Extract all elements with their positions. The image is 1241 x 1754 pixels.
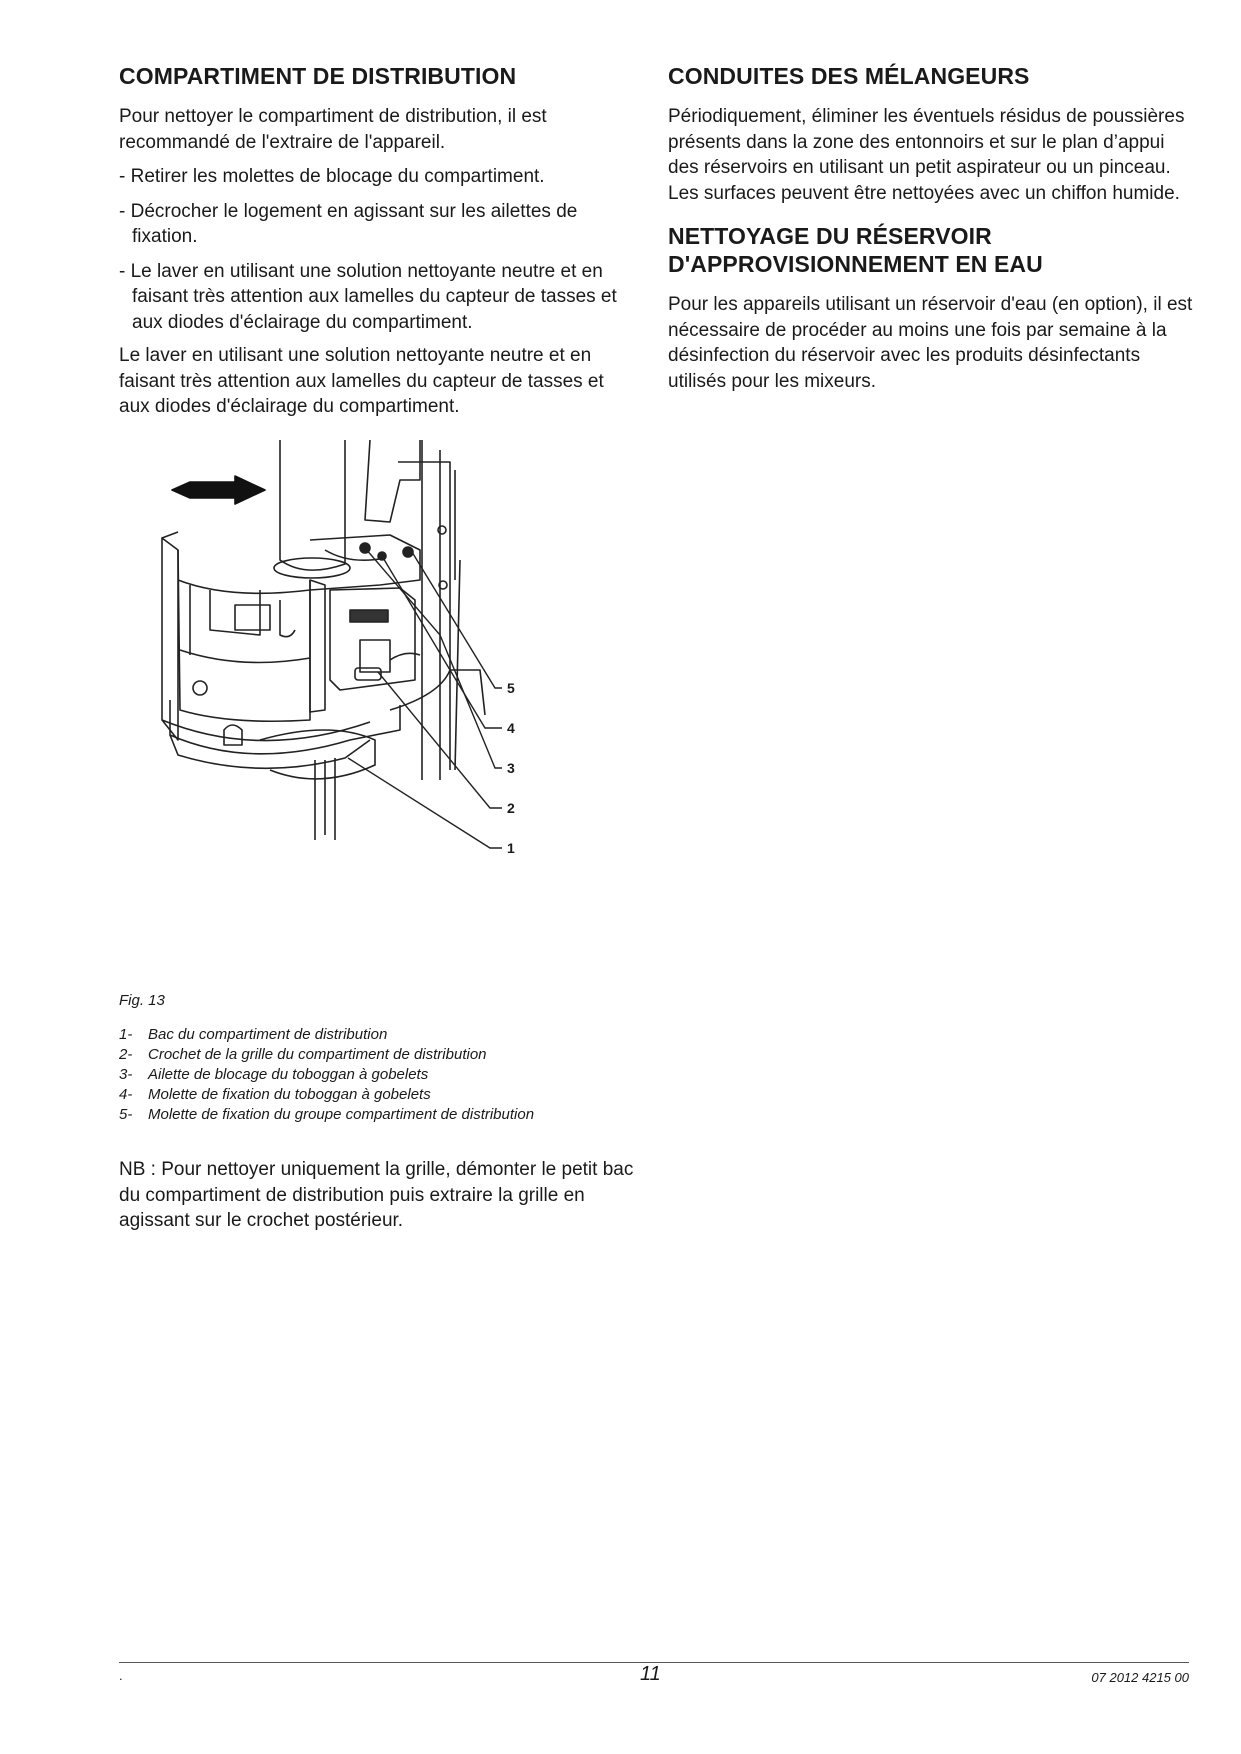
footer-dot: . [119,1668,123,1683]
document-code: 07 2012 4215 00 [1091,1670,1189,1685]
callout-2: 2 [507,800,515,816]
figure-legend [119,1025,719,1125]
right-column [668,62,1198,394]
nb-note: NB : Pour nettoyer uniquement la grille, démonter le petit bac du compartiment de distribution puis extraire la grille en agissant sur le crochet postérieur. [119,1159,634,1231]
figure-label: Fig. 13 [119,992,165,1009]
mixers-paragraph-2: Les surfaces peuvent être nettoyées avec un chiffon humide. [668,182,1180,204]
callout-3: 3 [507,760,515,776]
section-title-distribution: COMPARTIMENT DE DISTRIBUTION [119,63,517,89]
arrow-icon [172,476,265,504]
water-tank-paragraph: Pour les appareils utilisant un réservoir d'eau (en option), il est nécessaire de procéder au moins une fois par semaine à la désinfection du réservoir avec les produits désinfectants utilisés pour les mixeurs. [668,294,1193,392]
legend-item [119,1105,719,1125]
legend-item [119,1025,719,1045]
section-title-water-tank: NETTOYAGE DU RÉSERVOIR D'APPROVISIONNEMENT EN EAU [668,223,1043,277]
bullet-item: - Décrocher le logement en agissant sur les ailettes de fixation. [119,200,578,247]
intro-paragraph: Pour nettoyer le compartiment de distribution, il est recommandé de l'extraire de l'appareil. [119,106,547,153]
legend-num: 4- [119,1086,133,1103]
bullet-item: - Le laver en utilisant une solution nettoyante neutre et en faisant très attention aux lamelles du capteur de tasses et aux diodes d'éclairage du compartiment. [119,260,617,333]
legend-num: 1- [119,1026,133,1043]
page-number: 11 [640,1663,661,1685]
callout-4: 4 [507,720,515,736]
callout-5: 5 [507,680,515,696]
legend-num: 3- [119,1066,133,1083]
legend-item [119,1085,719,1105]
left-column [119,62,639,420]
figure-illustration [150,440,590,965]
callout-1: 1 [507,840,515,856]
legend-text: Molette de fixation du groupe compartiment de distribution [148,1106,535,1123]
legend-item [119,1065,719,1085]
legend-text: Crochet de la grille du compartiment de distribution [148,1046,487,1063]
legend-num: 5- [119,1106,133,1123]
section-title-mixers: CONDUITES DES MÉLANGEURS [668,63,1030,89]
legend-item [119,1045,719,1065]
dispenser-drawing [150,440,590,965]
legend-text: Molette de fixation du toboggan à gobelets [148,1086,431,1103]
bullet-item: - Retirer les molettes de blocage du compartiment. [119,166,545,187]
mixers-paragraph: Périodiquement, éliminer les éventuels résidus de poussières présents dans la zone des entonnoirs et sur le plan d’appui des réservoirs en utilisant un petit aspirateur ou un pinceau. [668,106,1185,178]
legend-text: Ailette de blocage du toboggan à gobelets [148,1066,429,1083]
legend-num: 2- [119,1046,133,1063]
after-paragraph: Le laver en utilisant une solution nettoyante neutre et en faisant très attention aux lamelles du capteur de tasses et aux diodes d'éclairage du compartiment. [119,345,604,417]
legend-text: Bac du compartiment de distribution [148,1026,388,1043]
